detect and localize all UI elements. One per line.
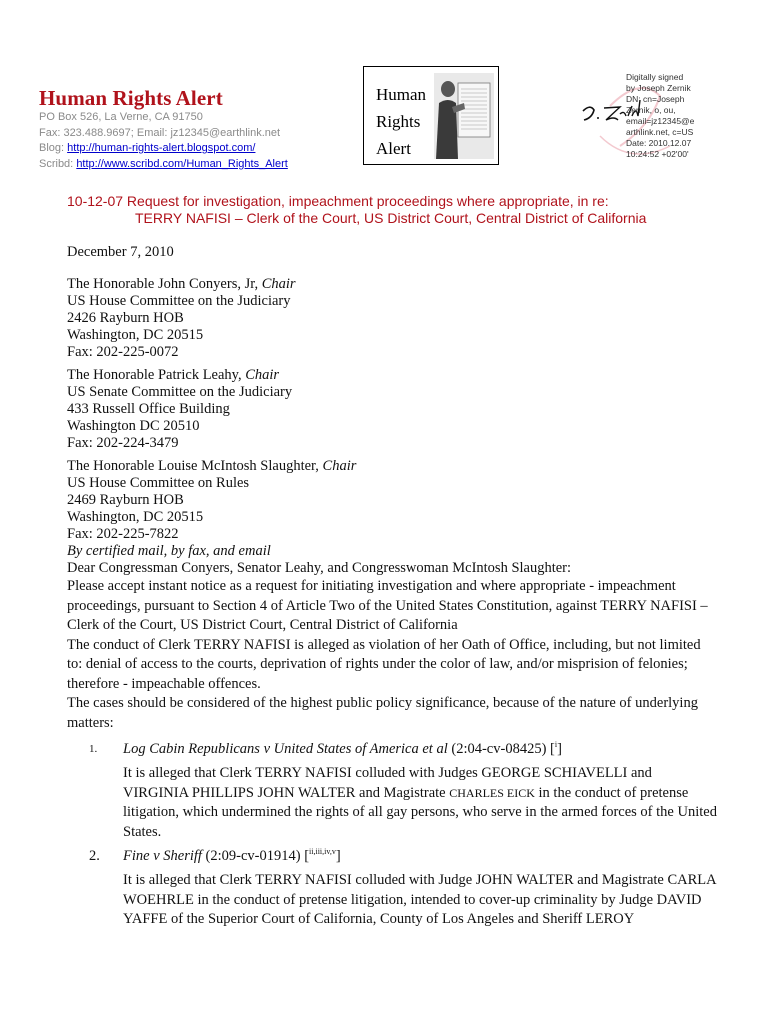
recipient-fax: Fax: 202-225-0072: [67, 344, 179, 360]
letter-body: [67, 244, 717, 930]
case-endnotes[interactable]: ii,iii,iv,v: [309, 847, 336, 857]
recipient-committee: US House Committee on the Judiciary: [67, 293, 291, 309]
signature-line: Date: 2010.12.07: [626, 138, 692, 148]
recipient-street: 2469 Rayburn HOB: [67, 492, 184, 508]
logo-line-1: Human: [376, 85, 427, 104]
recipient-street: 2426 Rayburn HOB: [67, 310, 184, 326]
org-scribd-line: [39, 157, 288, 173]
blog-link[interactable]: http://human-rights-alert.blogspot.com/: [67, 142, 256, 154]
case-description: [123, 764, 717, 842]
recipient-block: [67, 276, 717, 361]
signature-line: Digitally signed: [626, 72, 684, 82]
case-text: in the conduct of pretense litigation, which undermined the rights of all gay persons, who serve in the armed forces of the United States.: [123, 784, 717, 840]
case-title: Log Cabin Republicans v United States of America et al: [123, 741, 448, 757]
case-bracket: ]: [335, 848, 341, 864]
scribd-label: Scribd:: [39, 157, 74, 170]
signature-line: by Joseph Zernik: [626, 83, 691, 93]
case-list: [67, 741, 717, 930]
signature-line: arthlink.net, c=US: [626, 127, 694, 137]
org-blog-line: [39, 141, 288, 157]
digital-signature-text: [626, 72, 746, 160]
case-bracket: ]: [557, 741, 562, 757]
recipient-name-line: [67, 276, 717, 293]
case-description: [123, 871, 717, 930]
case-endnotes[interactable]: i: [554, 740, 558, 750]
recipient-block: [67, 458, 717, 543]
recipient-city: Washington DC 20510: [67, 418, 200, 434]
recipient-name: The Honorable Louise McIntosh Slaughter,: [67, 458, 319, 474]
recipient-title: Chair: [261, 276, 296, 292]
logo-line-3: Alert: [376, 139, 411, 158]
case-heading: [123, 848, 717, 865]
blog-label: Blog:: [39, 142, 65, 154]
recipient-name: The Honorable Patrick Leahy,: [67, 367, 242, 383]
scribd-link[interactable]: http://www.scribd.com/Human_Rights_Alert: [76, 157, 288, 170]
delivery-method: By certified mail, by fax, and email: [67, 543, 271, 559]
case-docket: (2:04-cv-08425) [: [451, 741, 555, 757]
recipient-title: Chair: [245, 367, 280, 383]
recipient-fax: Fax: 202-224-3479: [67, 435, 179, 451]
paragraph: Please accept instant notice as a request for initiating investigation and where appropriate - impeachment proceedings, pursuant to Section 4 of Article Two of the United States Constitution, against TERRY NAFISI – Clerk of the Court, US District Court, Central District of California: [67, 578, 708, 633]
recipient-city: Washington, DC 20515: [67, 509, 204, 525]
signature-line: email=jz12345@e: [626, 116, 695, 126]
paragraph: The cases should be considered of the highest public policy significance, because of the nature of underlying matters:: [67, 695, 698, 731]
signature-line: DN: cn=Joseph: [626, 94, 685, 104]
case-text-smallcaps: CHARLES EICK: [449, 785, 535, 800]
case-number: 1.: [89, 743, 98, 755]
logo-photo-icon: [434, 73, 494, 159]
recipient-city: Washington, DC 20515: [67, 327, 204, 343]
subject-line-1: 10-12-07 Request for investigation, impeachment proceedings where appropriate, in re:: [67, 193, 609, 209]
org-title: Human Rights Alert: [39, 86, 223, 110]
list-item: [67, 741, 717, 842]
case-docket: (2:09-cv-01914) [: [205, 848, 310, 864]
letter-date: December 7, 2010: [67, 244, 174, 260]
paragraph: The conduct of Clerk TERRY NAFISI is alleged as violation of her Oath of Office, including, but not limited to: denial of access to the courts, deprivation of rights under the color of law, and/or misprision of felonies; therefore - impeachable offences.: [67, 636, 701, 692]
case-title: Fine v Sheriff: [123, 848, 202, 864]
signature-line: Zernik, o, ou,: [626, 105, 676, 115]
salutation: Dear Congressman Conyers, Senator Leahy, and Congresswoman McIntosh Slaughter:: [67, 560, 572, 576]
logo-box: [363, 66, 499, 165]
recipient-name-line: [67, 367, 717, 384]
recipient-fax: Fax: 202-225-7822: [67, 526, 179, 542]
subject-line-2: TERRY NAFISI – Clerk of the Court, US District Court, Central District of California: [135, 210, 647, 226]
logo-line-2: Rights: [376, 112, 421, 131]
org-fax-email: Fax: 323.488.9697; Email: jz12345@earthlink.net: [39, 126, 281, 139]
recipient-name: The Honorable John Conyers, Jr,: [67, 276, 259, 292]
case-number: 2.: [89, 848, 100, 864]
logo-text: [376, 81, 426, 162]
recipient-committee: US Senate Committee on the Judiciary: [67, 384, 293, 400]
case-text: It is alleged that Clerk TERRY NAFISI colluded with Judges GEORGE SCHIAVELLI and VIRGINIA PHILLIPS JOHN WALTER and Magistrate: [123, 765, 652, 801]
org-contact-block: [39, 110, 288, 172]
case-heading: [123, 741, 717, 758]
recipient-title: Chair: [322, 458, 357, 474]
recipient-block: [67, 367, 717, 452]
case-text: It is alleged that Clerk TERRY NAFISI colluded with Judge JOHN WALTER and Magistrate CARLA WOEHRLE in the conduct of pretense litigation, intended to cover-up criminality by Judge DAVID YAFFE of the Superior Court of California, County of Los Angeles and Sheriff LEROY: [123, 872, 716, 927]
signature-line: 10:24:52 +02'00': [626, 149, 689, 159]
recipient-name-line: [67, 458, 717, 475]
recipient-committee: US House Committee on Rules: [67, 475, 250, 491]
recipient-street: 433 Russell Office Building: [67, 401, 230, 417]
list-item: [67, 848, 717, 930]
letter-subject: [67, 193, 727, 227]
org-address: PO Box 526, La Verne, CA 91750: [39, 111, 203, 123]
